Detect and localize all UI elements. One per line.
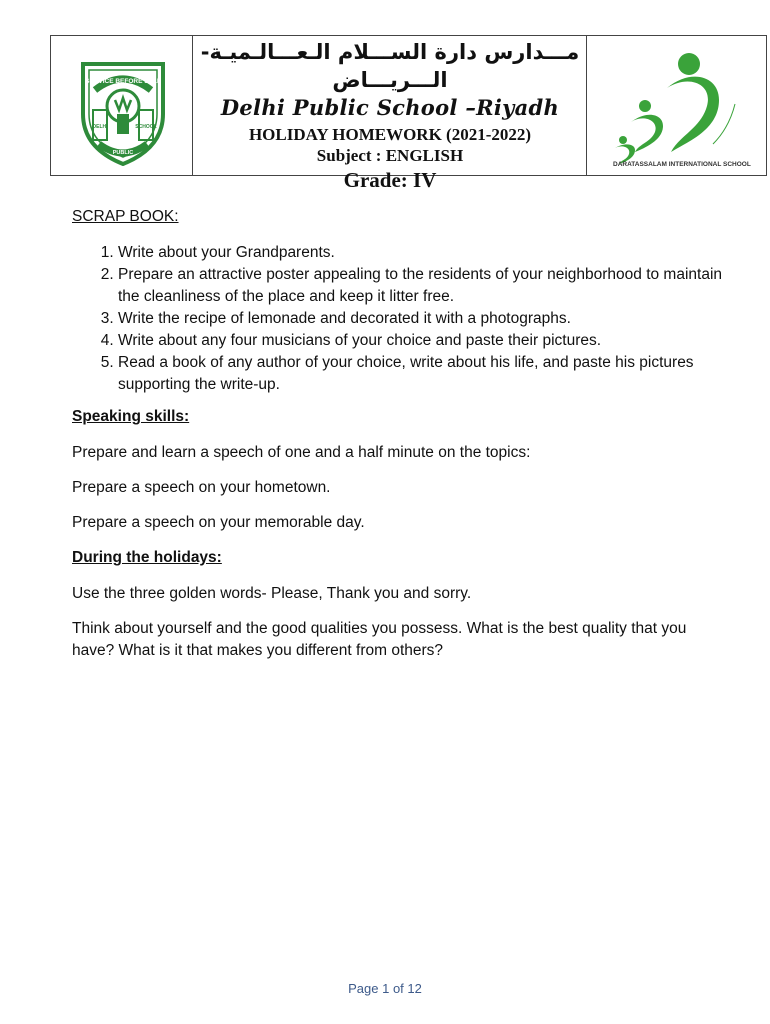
list-item: 3. Write the recipe of lemonade and decorated it with a photographs. [118, 308, 732, 330]
right-logo-cell [586, 36, 766, 175]
homework-title: HOLIDAY HOMEWORK (2021-2022) [248, 125, 532, 144]
header-table [50, 35, 767, 192]
emblem-delhi: DELHI [92, 124, 108, 130]
page-number: Page 1 of 12 [348, 981, 422, 996]
speaking-line: Prepare a speech on your hometown. [72, 479, 331, 496]
left-logo-cell [51, 36, 193, 175]
emblem-motto: SERVICE BEFORE SELF [85, 78, 161, 85]
holidays-line: Use the three golden words- Please, Thank you and sorry. [72, 585, 472, 602]
holidays-heading: During the holidays: [72, 549, 222, 566]
holidays-line: Think about yourself and the good qualities you possess. What is the best quality that you have? What is it that makes you different from others? [72, 620, 687, 659]
scrap-book-heading: SCRAP BOOK: [72, 208, 179, 225]
list-item: 1. Write about your Grandparents. [118, 242, 732, 264]
list-item: 5. Read a book of any author of your choice, write about his life, and paste his pictures supporting the write-up. [118, 352, 732, 396]
scrap-book-list [72, 242, 732, 396]
speaking-line: Prepare a speech on your memorable day. [72, 514, 365, 531]
speaking-skills-heading: Speaking skills: [72, 408, 190, 425]
daratassalam-caption: DARATASSALAM INTERNATIONAL SCHOOL [613, 161, 751, 168]
emblem-public: PUBLIC [112, 150, 134, 156]
grade-label: Grade: IV [343, 168, 437, 192]
speaking-line: Prepare and learn a speech of one and a half minute on the topics: [72, 444, 531, 461]
document-body [72, 206, 732, 675]
list-item: 2. Prepare an attractive poster appealing to the residents of your neighborhood to maintain the cleanliness of the place and keep it litter free. [118, 264, 732, 308]
subject-label: Subject : ENGLISH [316, 146, 464, 165]
dps-school-emblem-icon [65, 50, 181, 166]
list-item: 4. Write about any four musicians of your choice and paste their pictures. [118, 330, 732, 352]
header-title-cell [193, 36, 587, 192]
daratassalam-logo-icon [609, 44, 747, 172]
emblem-school: SCHOOL [135, 124, 157, 130]
school-name: Delhi Public School –Riyadh [220, 95, 560, 120]
arabic-school-title: مـــدارس دارة الســـلام الـعـــالـميـة- الـــريـــاض [200, 40, 580, 92]
